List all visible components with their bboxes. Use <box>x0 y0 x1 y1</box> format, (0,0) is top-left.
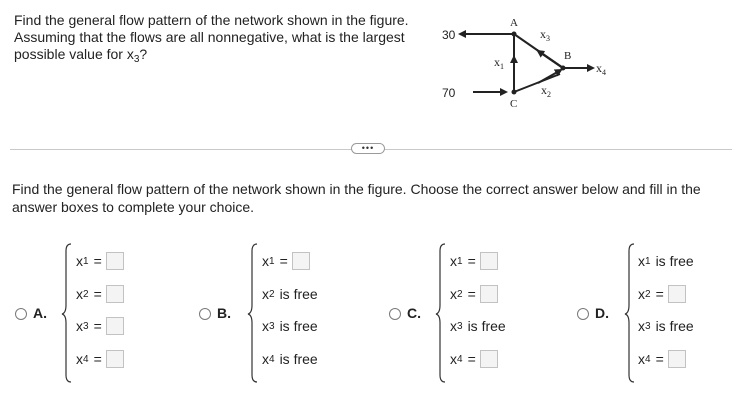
variable-subscript: 4 <box>645 353 651 365</box>
option-d-row-x4 <box>638 349 686 369</box>
option-c-row-x4 <box>450 349 498 369</box>
variable-subscript: 2 <box>645 288 651 300</box>
option-d-radio[interactable] <box>577 308 589 320</box>
option-b-radio[interactable] <box>199 308 211 320</box>
variable-name: x <box>76 318 83 334</box>
variable-subscript: 1 <box>645 255 651 267</box>
node-b-label: B <box>564 50 572 62</box>
option-c-row-x1 <box>450 251 498 271</box>
variable-subscript: 4 <box>457 353 463 365</box>
option-c-row-x3 <box>450 316 506 336</box>
variable-name: x <box>262 286 269 302</box>
variable-name: x <box>262 351 269 367</box>
question-text: Find the general flow pattern of the network shown in the figure. Choose the correct answer below and fill in the answer boxes to complete your choice. <box>12 181 701 215</box>
variable-subscript: 4 <box>83 353 89 365</box>
node-c-dot <box>512 90 517 95</box>
problem-prompt <box>14 12 434 68</box>
answer-input-box[interactable] <box>668 285 686 303</box>
variable-subscript: 2 <box>83 288 89 300</box>
variable-subscript: 1 <box>457 255 463 267</box>
inflow-bottom-label: 70 <box>442 86 456 100</box>
equals-sign: = <box>279 253 288 269</box>
answer-input-box[interactable] <box>480 252 498 270</box>
variable-name: x <box>76 286 83 302</box>
variable-subscript: 3 <box>457 320 463 332</box>
answer-input-box[interactable] <box>106 350 124 368</box>
answer-input-box[interactable] <box>480 350 498 368</box>
expand-more-button[interactable]: ••• <box>351 143 385 154</box>
variable-subscript: 1 <box>83 255 89 267</box>
option-a-letter[interactable]: A. <box>33 305 47 321</box>
flow-x2-label: $x_2$ <box>541 83 551 99</box>
option-a-row-x1 <box>76 251 124 271</box>
equals-sign: = <box>467 286 476 302</box>
node-a-dot <box>512 32 517 37</box>
option-c-letter[interactable]: C. <box>407 305 421 321</box>
flow-x4-label: $x_4$ <box>596 61 606 77</box>
answer-input-box[interactable] <box>106 252 124 270</box>
variable-subscript: 3 <box>645 320 651 332</box>
option-a-row-x3 <box>76 316 124 336</box>
answer-input-box[interactable] <box>480 285 498 303</box>
variable-subscript: 4 <box>269 353 275 365</box>
variable-name: x <box>450 286 457 302</box>
answer-input-box[interactable] <box>292 252 310 270</box>
variable-name: x <box>262 318 269 334</box>
equals-sign: = <box>93 351 102 367</box>
option-d-row-x1 <box>638 251 694 271</box>
equals-sign: = <box>93 286 102 302</box>
option-c-radio[interactable] <box>389 308 401 320</box>
option-a-row-x4 <box>76 349 124 369</box>
free-variable-text: is free <box>467 318 506 334</box>
variable-subscript: 1 <box>269 255 275 267</box>
option-d-brace <box>625 243 637 383</box>
variable-name: x <box>450 318 457 334</box>
option-b-row-x2 <box>262 284 318 304</box>
option-b-row-x3 <box>262 316 318 336</box>
inflow-top-label: 30 <box>442 28 456 42</box>
option-b-letter[interactable]: B. <box>217 305 231 321</box>
prompt-line-1: Find the general flow pattern of the network shown in the figure. <box>14 12 409 28</box>
equals-sign: = <box>93 318 102 334</box>
answer-input-box[interactable] <box>668 350 686 368</box>
variable-name: x <box>450 253 457 269</box>
free-variable-text: is free <box>279 318 318 334</box>
free-variable-text: is free <box>655 253 694 269</box>
variable-subscript: 3 <box>269 320 275 332</box>
option-b-brace <box>248 243 260 383</box>
variable-name: x <box>76 351 83 367</box>
variable-subscript: 2 <box>269 288 275 300</box>
equals-sign: = <box>655 351 664 367</box>
equals-sign: = <box>467 351 476 367</box>
free-variable-text: is free <box>279 351 318 367</box>
option-b-row-x4 <box>262 349 318 369</box>
variable-subscript: 2 <box>457 288 463 300</box>
edge-a-b <box>514 34 563 68</box>
node-c-label: C <box>510 98 518 110</box>
free-variable-text: is free <box>655 318 694 334</box>
prompt-line-2: Assuming that the flows are all nonnegative, what is the largest <box>14 29 405 45</box>
option-a-radio[interactable] <box>15 308 27 320</box>
prompt-line-3: possible value for $x_3$? <box>14 46 148 65</box>
flow-x3-label: $x_3$ <box>540 27 550 43</box>
node-a-label: A <box>510 17 518 29</box>
option-c-row-x2 <box>450 284 498 304</box>
option-d-letter[interactable]: D. <box>595 305 609 321</box>
variable-name: x <box>450 351 457 367</box>
equals-sign: = <box>93 253 102 269</box>
answer-input-box[interactable] <box>106 317 124 335</box>
variable-name: x <box>638 318 645 334</box>
option-a-row-x2 <box>76 284 124 304</box>
free-variable-text: is free <box>279 286 318 302</box>
equals-sign: = <box>467 253 476 269</box>
variable-name: x <box>76 253 83 269</box>
variable-name: x <box>638 351 645 367</box>
variable-name: x <box>262 253 269 269</box>
edge-c-b <box>538 70 561 83</box>
flow-x1-label: $x_1$ <box>494 55 504 71</box>
variable-name: x <box>638 253 645 269</box>
answer-input-box[interactable] <box>106 285 124 303</box>
variable-subscript: 3 <box>83 320 89 332</box>
node-b-dot <box>561 66 566 71</box>
option-c-brace <box>436 243 448 383</box>
variable-name: x <box>638 286 645 302</box>
equals-sign: = <box>655 286 664 302</box>
network-figure <box>438 12 638 112</box>
option-a-brace <box>62 243 74 383</box>
edge-c-x2 <box>514 74 560 92</box>
option-d-row-x3 <box>638 316 694 336</box>
option-d-row-x2 <box>638 284 686 304</box>
option-b-row-x1 <box>262 251 310 271</box>
